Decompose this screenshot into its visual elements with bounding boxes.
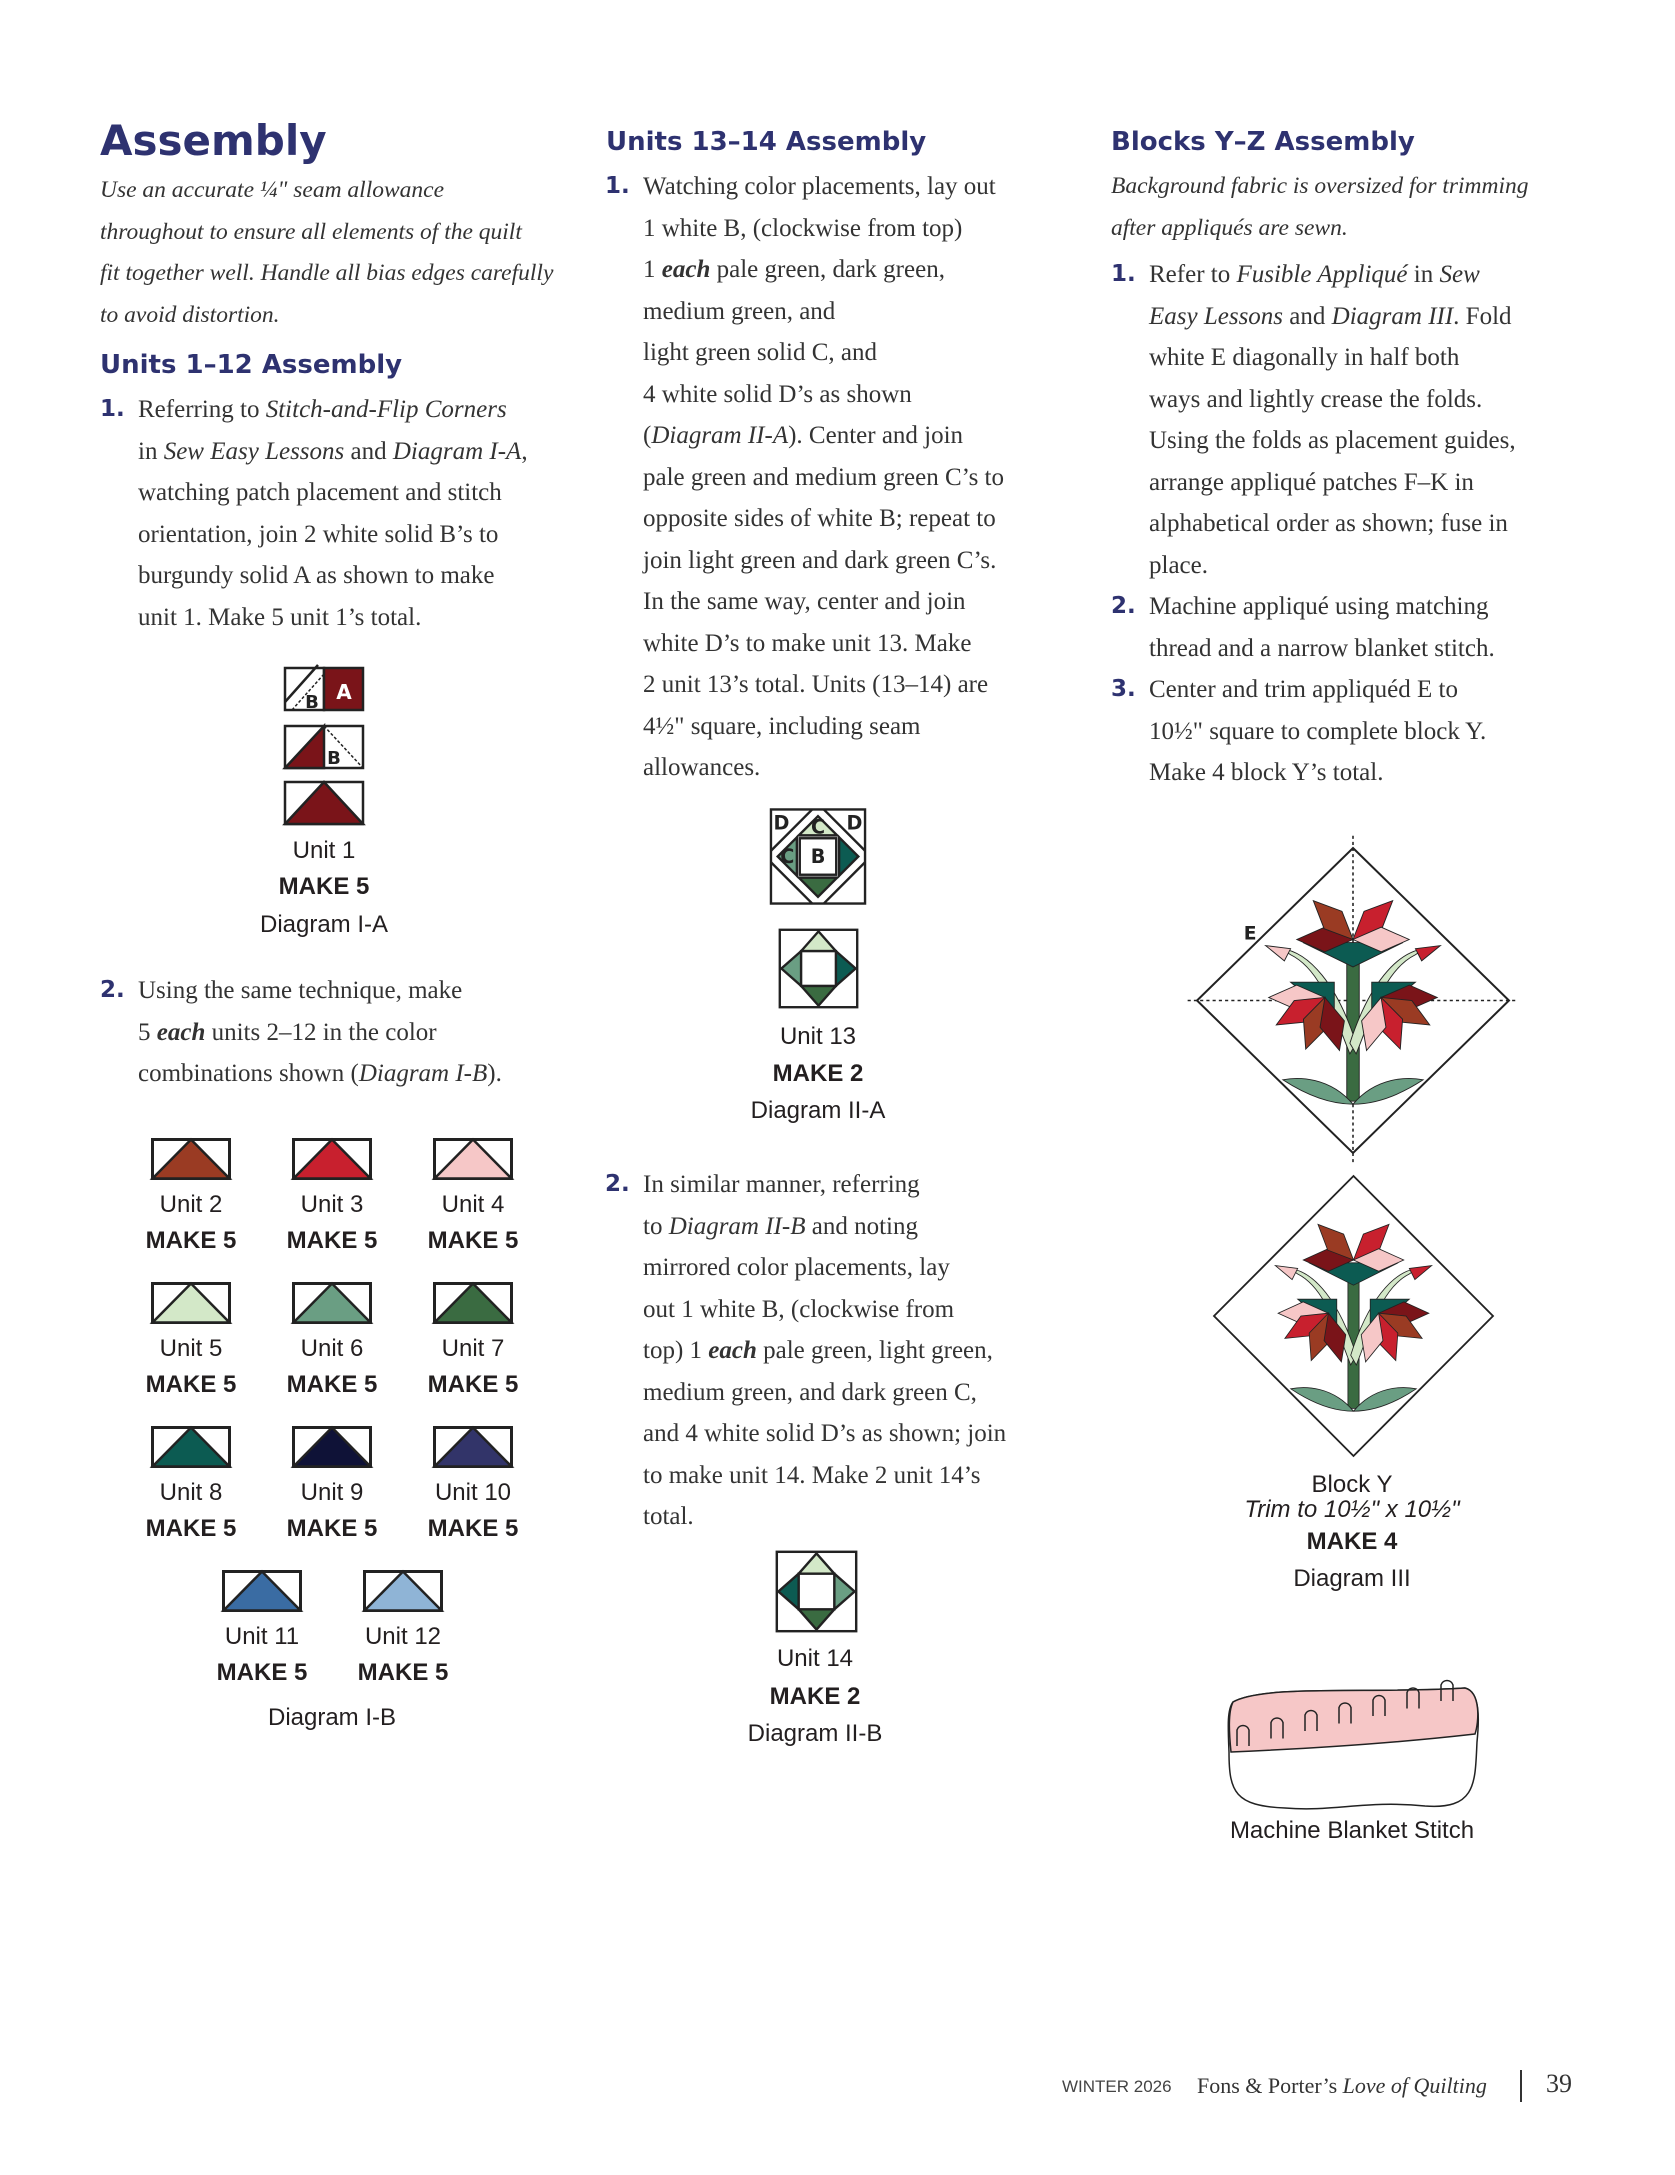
step-number: 2. <box>1111 593 1136 619</box>
text-run: to avoid distortion. <box>100 301 280 328</box>
text-run: Using the same technique, make <box>138 977 463 1004</box>
text-run: and noting <box>805 1212 918 1240</box>
text-run: ( <box>643 422 652 449</box>
text-line <box>1149 337 1516 379</box>
footer-magazine <box>1197 2073 1487 2099</box>
section-heading-units-1-12: Units 1–12 Assembly <box>100 350 403 380</box>
text-run: pale green, dark green, <box>710 256 945 283</box>
text-run: Using the folds as placement guides, <box>1149 427 1516 454</box>
diagram-i-a-caption: Diagram I-A <box>259 911 389 938</box>
text-run: total. <box>643 1503 694 1530</box>
unit-13-make: MAKE 2 <box>772 1060 864 1087</box>
text-run: arrange appliqué patches F–K in <box>1149 468 1474 496</box>
text-run: Diagram I-B <box>358 1060 488 1087</box>
label-b: B <box>327 748 341 769</box>
text-run: ). Center and join <box>788 422 964 449</box>
block-y-make: MAKE 4 <box>1306 1528 1398 1555</box>
text-run: Diagram II-B <box>668 1212 806 1240</box>
text-run: throughout to ensure all elements of the quilt <box>100 218 522 245</box>
text-line <box>138 431 528 473</box>
text-run: to make unit 14. Make 2 unit 14’s <box>643 1461 981 1489</box>
text-run: watching patch placement and stitch <box>138 479 502 506</box>
diagram-i-a-figure <box>284 664 364 826</box>
text-line <box>643 249 1004 291</box>
text-run: thread and a narrow blanket stitch. <box>1149 634 1495 662</box>
text-run: Diagram I-A <box>392 437 522 465</box>
unit-label: Unit 11 <box>224 1623 300 1650</box>
unit-make-count: MAKE 5 <box>286 1227 378 1254</box>
text-run: 1 white B, (clockwise from top) <box>643 214 963 242</box>
unit-swatch <box>292 1282 372 1324</box>
step-1-units-13-14 <box>605 166 1004 789</box>
unit-make-count: MAKE 5 <box>145 1227 237 1254</box>
text-line <box>138 1053 502 1095</box>
text-line <box>138 472 528 514</box>
text-run: Sew <box>1439 261 1480 288</box>
text-line <box>643 332 1004 374</box>
text-line <box>1149 296 1516 338</box>
text-line <box>100 389 528 431</box>
text-run: to <box>643 1212 669 1240</box>
step-2-units-1-12 <box>100 970 502 1095</box>
text-run: 10½" square to complete block Y. <box>1149 717 1487 745</box>
step-number: 1. <box>605 173 630 199</box>
page-number: 39 <box>1546 2069 1572 2098</box>
label-d: D <box>846 811 863 835</box>
text-line <box>1111 208 1529 250</box>
text-run: Sew Easy Lessons <box>163 437 345 465</box>
patch-b-white <box>801 951 836 986</box>
unit-label: Unit 2 <box>159 1191 223 1218</box>
step-2-units-13-14 <box>605 1164 1007 1538</box>
diagram-ii-a-caption: Diagram II-A <box>750 1097 886 1124</box>
text-line <box>1111 254 1516 296</box>
text-line <box>100 295 553 337</box>
text-line <box>1149 545 1516 587</box>
unit-label: Unit 8 <box>159 1479 223 1506</box>
text-run: burgundy solid A as shown to make <box>138 562 495 589</box>
text-run: and 4 white solid D’s as shown; join <box>643 1420 1007 1447</box>
unit-label: Unit 10 <box>434 1479 512 1506</box>
text-run: Fusible Appliqué <box>1236 261 1408 288</box>
unit-swatch <box>151 1282 231 1324</box>
label-c: C <box>810 815 826 839</box>
blanket-stitch-caption: Machine Blanket Stitch <box>1229 1817 1475 1844</box>
unit-swatch <box>151 1138 231 1180</box>
block-y-trim: Trim to 10½" x 10½" <box>1244 1496 1460 1523</box>
text-run: pale green and medium green C’s to <box>643 463 1004 491</box>
unit-make-count: MAKE 5 <box>145 1515 237 1542</box>
unit-label: Unit 9 <box>300 1479 364 1506</box>
unit-label: Unit 5 <box>159 1335 223 1362</box>
unit-make-count: MAKE 5 <box>427 1371 519 1398</box>
text-run: medium green, and dark green C, <box>643 1378 977 1406</box>
unit-swatch <box>151 1426 231 1468</box>
text-line <box>1149 503 1516 545</box>
text-run: , <box>521 437 528 465</box>
step-number: 1. <box>100 396 125 422</box>
text-run: join light green and dark green C’s. <box>643 546 997 574</box>
unit-make-count: MAKE 5 <box>427 1515 519 1542</box>
text-run: 4½" square, including seam <box>643 712 921 740</box>
text-run: white E diagonally in half both <box>1149 344 1460 371</box>
text-run: Make 4 block Y’s total. <box>1149 759 1384 786</box>
unit-label: Unit 12 <box>364 1623 442 1650</box>
text-run: medium green, and <box>643 297 836 325</box>
text-line <box>100 253 553 295</box>
text-line <box>1149 628 1495 670</box>
text-run: ways and lightly crease the folds. <box>1149 385 1483 413</box>
text-line <box>643 1413 1006 1455</box>
text-line <box>643 1330 1006 1372</box>
text-run: each <box>156 1018 206 1046</box>
text-line <box>100 170 553 212</box>
step-3-blocks <box>1111 669 1487 794</box>
unit-make-count: MAKE 5 <box>357 1659 449 1686</box>
unit-swatch <box>292 1138 372 1180</box>
text-line <box>1111 669 1486 711</box>
label-c: C <box>780 845 795 869</box>
text-line <box>100 970 502 1012</box>
text-run: top) 1 <box>643 1337 709 1364</box>
block-y-label: Block Y <box>1311 1471 1393 1498</box>
text-line <box>643 415 1004 457</box>
text-line <box>138 514 528 556</box>
step-number: 2. <box>100 977 125 1003</box>
text-run: . Fold <box>1453 302 1512 330</box>
text-line <box>100 212 553 254</box>
unit-make-count: MAKE 5 <box>427 1227 519 1254</box>
text-line <box>643 747 1004 789</box>
text-run: In similar manner, referring <box>643 1171 920 1198</box>
magazine-name: Fons & Porter’s <box>1197 2073 1343 2098</box>
unit-swatch <box>292 1426 372 1468</box>
text-run: alphabetical order as shown; fuse in <box>1149 510 1508 537</box>
label-a: A <box>336 680 352 704</box>
text-line <box>138 555 528 597</box>
text-line <box>643 664 1004 706</box>
section-heading-blocks-y-z: Blocks Y–Z Assembly <box>1111 127 1415 157</box>
text-run: Stitch-and-Flip Corners <box>265 396 507 423</box>
text-line <box>1149 462 1516 504</box>
unit-1-label: Unit 1 <box>292 837 356 864</box>
unit-14-label: Unit 14 <box>776 1645 854 1672</box>
label-d: D <box>773 811 790 835</box>
text-line <box>643 291 1004 333</box>
text-run: unit 1. Make 5 unit 1’s total. <box>138 603 422 631</box>
text-line <box>1149 711 1486 753</box>
unit-13-label: Unit 13 <box>779 1023 857 1050</box>
unit-swatch <box>433 1426 513 1468</box>
text-line <box>643 374 1004 416</box>
unit-swatch <box>433 1282 513 1324</box>
text-run: and <box>344 437 393 465</box>
text-run: after appliqués are sewn. <box>1111 214 1348 241</box>
text-run: opposite sides of white B; repeat to <box>643 505 996 532</box>
diagram-iii-caption: Diagram III <box>1293 1565 1411 1592</box>
page-title: Assembly <box>100 116 327 165</box>
text-run: Referring to <box>138 396 266 423</box>
text-line <box>643 1206 1006 1248</box>
text-line <box>1149 420 1516 462</box>
text-run: 4 white solid D’s as shown <box>643 380 912 408</box>
text-run: Diagram II-A <box>651 422 789 449</box>
text-run: 2 unit 13’s total. Units (13–14) are <box>643 671 989 698</box>
text-run: allowances. <box>643 754 761 781</box>
text-run: units 2–12 in the color <box>205 1018 437 1046</box>
text-run: and <box>1283 302 1332 330</box>
text-run: fit together well. Handle all bias edges carefully <box>100 260 554 286</box>
text-line <box>1111 166 1529 208</box>
diagram-i-b-caption: Diagram I-B <box>267 1704 397 1731</box>
machine-blanket-stitch-figure <box>1225 1682 1479 1813</box>
text-line <box>643 1247 1006 1289</box>
block-y-applique-placement <box>1197 848 1509 1153</box>
label-b: B <box>305 692 319 713</box>
unit-make-count: MAKE 5 <box>145 1371 237 1398</box>
unit-label: Unit 4 <box>441 1191 505 1218</box>
text-line <box>643 208 1004 250</box>
text-line <box>643 1496 1006 1538</box>
text-run: each <box>708 1337 757 1364</box>
text-line <box>643 623 1004 665</box>
unit-14-make: MAKE 2 <box>769 1683 861 1710</box>
text-line <box>1149 379 1516 421</box>
text-run: Center and trim appliquéd E to <box>1149 676 1458 703</box>
text-line <box>643 540 1004 582</box>
text-run: In the same way, center and join <box>643 588 966 615</box>
text-run: 1 <box>643 256 662 283</box>
text-line <box>605 166 1004 208</box>
unit-label: Unit 7 <box>441 1335 505 1362</box>
text-run: ). <box>487 1060 502 1087</box>
text-line <box>1111 586 1495 628</box>
block-y-finished <box>1214 1176 1493 1456</box>
step-number: 2. <box>605 1171 630 1197</box>
text-line <box>643 1372 1006 1414</box>
unit-make-count: MAKE 5 <box>286 1515 378 1542</box>
text-run: Refer to <box>1149 261 1237 288</box>
text-run: Diagram III <box>1331 302 1454 330</box>
unit-13-figure <box>779 929 858 1008</box>
text-line <box>1149 752 1486 794</box>
text-line <box>643 457 1004 499</box>
text-run: combinations shown ( <box>138 1060 359 1087</box>
text-run: in <box>1407 261 1440 288</box>
text-line <box>643 706 1004 748</box>
blocks-intro-text <box>1111 166 1529 249</box>
text-run: Background fabric is oversized for trimming <box>1111 173 1529 199</box>
diagram-ii-b-caption: Diagram II-B <box>747 1720 883 1747</box>
step-number: 3. <box>1111 676 1136 702</box>
footer-issue: WINTER 2026 <box>1062 2077 1172 2096</box>
label-b: B <box>810 845 826 869</box>
text-run: in <box>138 437 164 465</box>
text-run: each <box>661 256 711 283</box>
patch-b-white <box>799 1574 835 1610</box>
step-1-units-1-12 <box>100 389 528 638</box>
magazine-title: Love of Quilting <box>1342 2073 1487 2098</box>
text-run: mirrored color placements, lay <box>643 1254 950 1281</box>
text-run: white D’s to make unit 13. Make <box>643 629 972 657</box>
text-line <box>138 1012 502 1054</box>
unit-make-count: MAKE 5 <box>216 1659 308 1686</box>
text-run: Use an accurate ¼" seam allowance <box>100 177 445 203</box>
unit-label: Unit 3 <box>300 1191 364 1218</box>
label-e: E <box>1243 923 1257 945</box>
unit-swatch <box>363 1570 443 1612</box>
text-line <box>605 1164 1006 1206</box>
text-run: place. <box>1149 551 1208 579</box>
footer-divider <box>1520 2070 1522 2102</box>
text-run: Watching color placements, lay out <box>643 173 996 200</box>
text-line <box>643 1289 1006 1331</box>
section-heading-units-13-14: Units 13–14 Assembly <box>606 127 927 157</box>
step-2-blocks <box>1111 586 1495 669</box>
unit-1-make: MAKE 5 <box>278 873 370 900</box>
unit-swatch <box>222 1570 302 1612</box>
unit-label: Unit 6 <box>300 1335 364 1362</box>
text-line <box>643 581 1004 623</box>
text-line <box>643 1455 1006 1497</box>
intro-text <box>100 170 553 336</box>
text-line <box>643 498 1004 540</box>
text-run: 5 <box>138 1018 157 1046</box>
text-line <box>138 597 528 639</box>
unit-swatch <box>433 1138 513 1180</box>
step-number: 1. <box>1111 261 1136 287</box>
text-run: Easy Lessons <box>1149 302 1284 330</box>
text-run: out 1 white B, (clockwise from <box>643 1295 955 1323</box>
step-1-blocks <box>1111 254 1516 586</box>
unit-14-figure <box>776 1551 857 1632</box>
diagram-ii-a-exploded <box>770 808 866 905</box>
text-run: orientation, join 2 white solid B’s to <box>138 520 499 548</box>
text-run: Machine appliqué using matching <box>1149 593 1489 620</box>
unit-make-count: MAKE 5 <box>286 1371 378 1398</box>
text-run: light green solid C, and <box>643 339 877 366</box>
text-run: pale green, light green, <box>756 1337 993 1364</box>
